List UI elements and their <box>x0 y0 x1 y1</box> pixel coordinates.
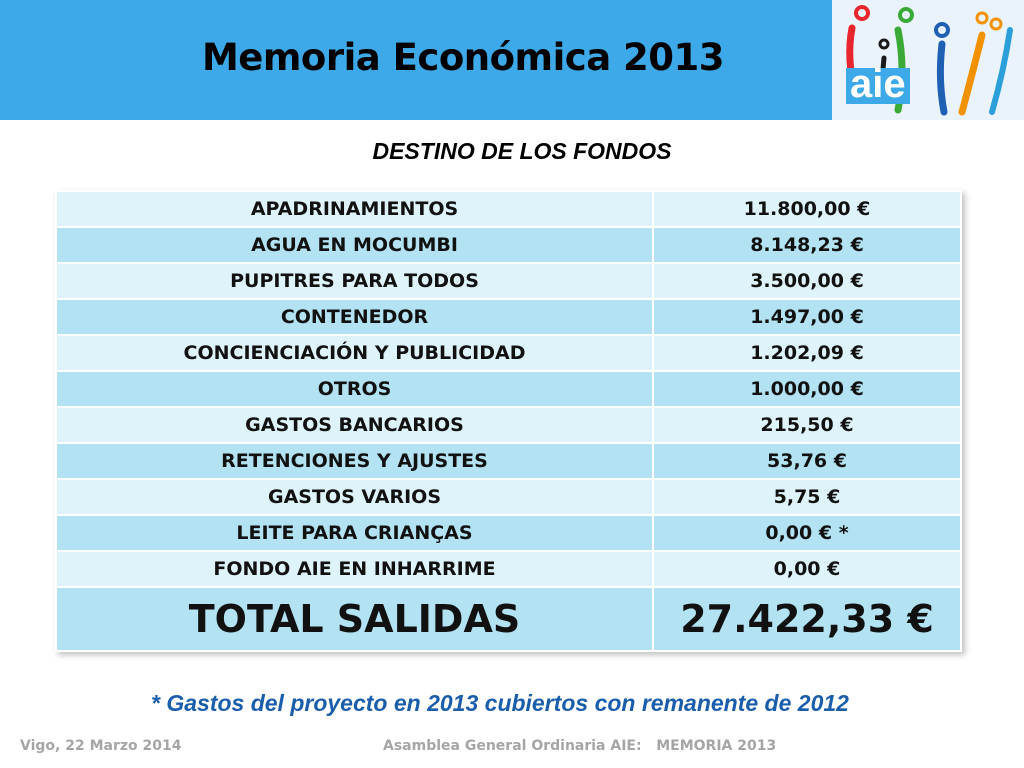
aie-logo <box>832 0 1024 120</box>
concept-cell: GASTOS BANCARIOS <box>56 407 653 443</box>
section-subtitle: DESTINO DE LOS FONDOS <box>372 138 672 164</box>
amount-cell: 215,50 € <box>653 407 961 443</box>
concept-cell: GASTOS VARIOS <box>56 479 653 515</box>
table-row <box>56 407 961 443</box>
table-row <box>56 551 961 587</box>
funds-table <box>55 190 962 652</box>
concept-cell: FONDO AIE EN INHARRIME <box>56 551 653 587</box>
concept-cell: LEITE PARA CRIANÇAS <box>56 515 653 551</box>
table-row <box>56 371 961 407</box>
table-row <box>56 191 961 227</box>
amount-cell: 1.202,09 € <box>653 335 961 371</box>
concept-cell: APADRINAMIENTOS <box>56 191 653 227</box>
concept-cell: OTROS <box>56 371 653 407</box>
total-row <box>56 587 961 651</box>
logo-text: aie <box>850 62 906 106</box>
header-banner <box>0 0 1024 120</box>
table-row <box>56 335 961 371</box>
amount-cell: 8.148,23 € <box>653 227 961 263</box>
table-row <box>56 263 961 299</box>
amount-cell: 11.800,00 € <box>653 191 961 227</box>
total-label: TOTAL SALIDAS <box>56 587 653 651</box>
amount-cell: 5,75 € <box>653 479 961 515</box>
concept-cell: RETENCIONES Y AJUSTES <box>56 443 653 479</box>
amount-cell: 1.000,00 € <box>653 371 961 407</box>
footer-date: Vigo, 22 Marzo 2014 <box>20 738 182 754</box>
amount-cell: 1.497,00 € <box>653 299 961 335</box>
concept-cell: CONCIENCIACIÓN Y PUBLICIDAD <box>56 335 653 371</box>
footnote: * Gastos del proyecto en 2013 cubiertos con remanente de 2012 <box>151 690 849 716</box>
table-row <box>56 515 961 551</box>
amount-cell: 0,00 € * <box>653 515 961 551</box>
total-amount: 27.422,33 € <box>653 587 961 651</box>
table-row <box>56 227 961 263</box>
concept-cell: AGUA EN MOCUMBI <box>56 227 653 263</box>
slide-title: Memoria Económica 2013 <box>201 36 725 79</box>
funds-table-grid <box>55 190 962 652</box>
amount-cell: 0,00 € <box>653 551 961 587</box>
concept-cell: CONTENEDOR <box>56 299 653 335</box>
amount-cell: 3.500,00 € <box>653 263 961 299</box>
table-row <box>56 443 961 479</box>
table-row <box>56 299 961 335</box>
concept-cell: PUPITRES PARA TODOS <box>56 263 653 299</box>
table-row <box>56 479 961 515</box>
amount-cell: 53,76 € <box>653 443 961 479</box>
footer-event: Asamblea General Ordinaria AIE: MEMORIA 2013 <box>383 738 777 754</box>
